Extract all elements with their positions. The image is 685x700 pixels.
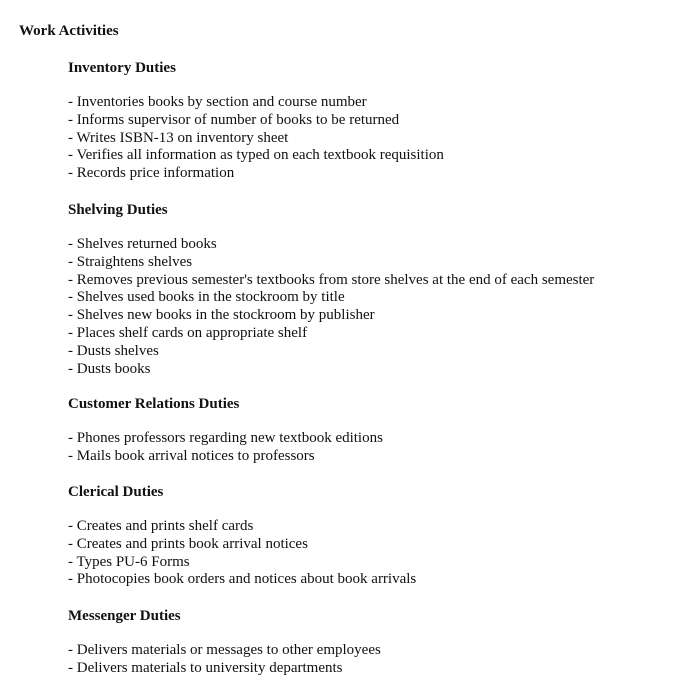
list-item: - Creates and prints shelf cards: [68, 518, 254, 534]
section-heading: Inventory Duties: [68, 60, 176, 76]
section-clerical-duties: [68, 483, 685, 589]
duty-list: [68, 518, 685, 589]
list-item: - Phones professors regarding new textbook editions: [68, 430, 383, 446]
duty-list: [68, 94, 685, 183]
list-item: - Verifies all information as typed on each textbook requisition: [68, 147, 444, 164]
duty-list: [68, 236, 685, 378]
list-item: - Inventories books by section and course number: [68, 94, 367, 110]
section-heading: Messenger Duties: [68, 608, 181, 624]
duty-list: [68, 642, 685, 678]
list-item: - Delivers materials or messages to other employees: [68, 642, 381, 658]
list-item: - Dusts books: [68, 360, 151, 377]
document-title: Work Activities: [19, 23, 119, 39]
section-heading: Shelving Duties: [68, 202, 168, 218]
list-item: - Places shelf cards on appropriate shelf: [68, 324, 308, 341]
list-item: - Creates and prints book arrival notices: [68, 535, 308, 552]
list-item: - Shelves returned books: [68, 236, 217, 252]
list-item: - Shelves used books in the stockroom by title: [68, 289, 345, 306]
list-item: - Delivers materials to university departments: [68, 659, 343, 676]
list-item: - Removes previous semester's textbooks from store shelves at the end of each semester: [68, 271, 595, 288]
section-inventory-duties: [68, 59, 685, 183]
list-item: - Photocopies book orders and notices about book arrivals: [68, 571, 417, 588]
duty-list: [68, 430, 685, 466]
section-messenger-duties: [68, 607, 685, 678]
list-item: - Shelves new books in the stockroom by publisher: [68, 307, 375, 324]
list-item: - Straightens shelves: [68, 253, 193, 270]
section-shelving-duties: [68, 201, 685, 378]
list-item: - Dusts shelves: [68, 342, 159, 359]
list-item: - Informs supervisor of number of books to be returned: [68, 111, 400, 128]
list-item: - Mails book arrival notices to professors: [68, 447, 315, 464]
section-heading: Clerical Duties: [68, 484, 164, 500]
section-customer-relations-duties: [68, 395, 685, 466]
list-item: - Records price information: [68, 165, 235, 182]
list-item: - Writes ISBN-13 on inventory sheet: [68, 129, 289, 146]
section-heading: Customer Relations Duties: [68, 396, 240, 412]
list-item: - Types PU-6 Forms: [68, 553, 190, 570]
